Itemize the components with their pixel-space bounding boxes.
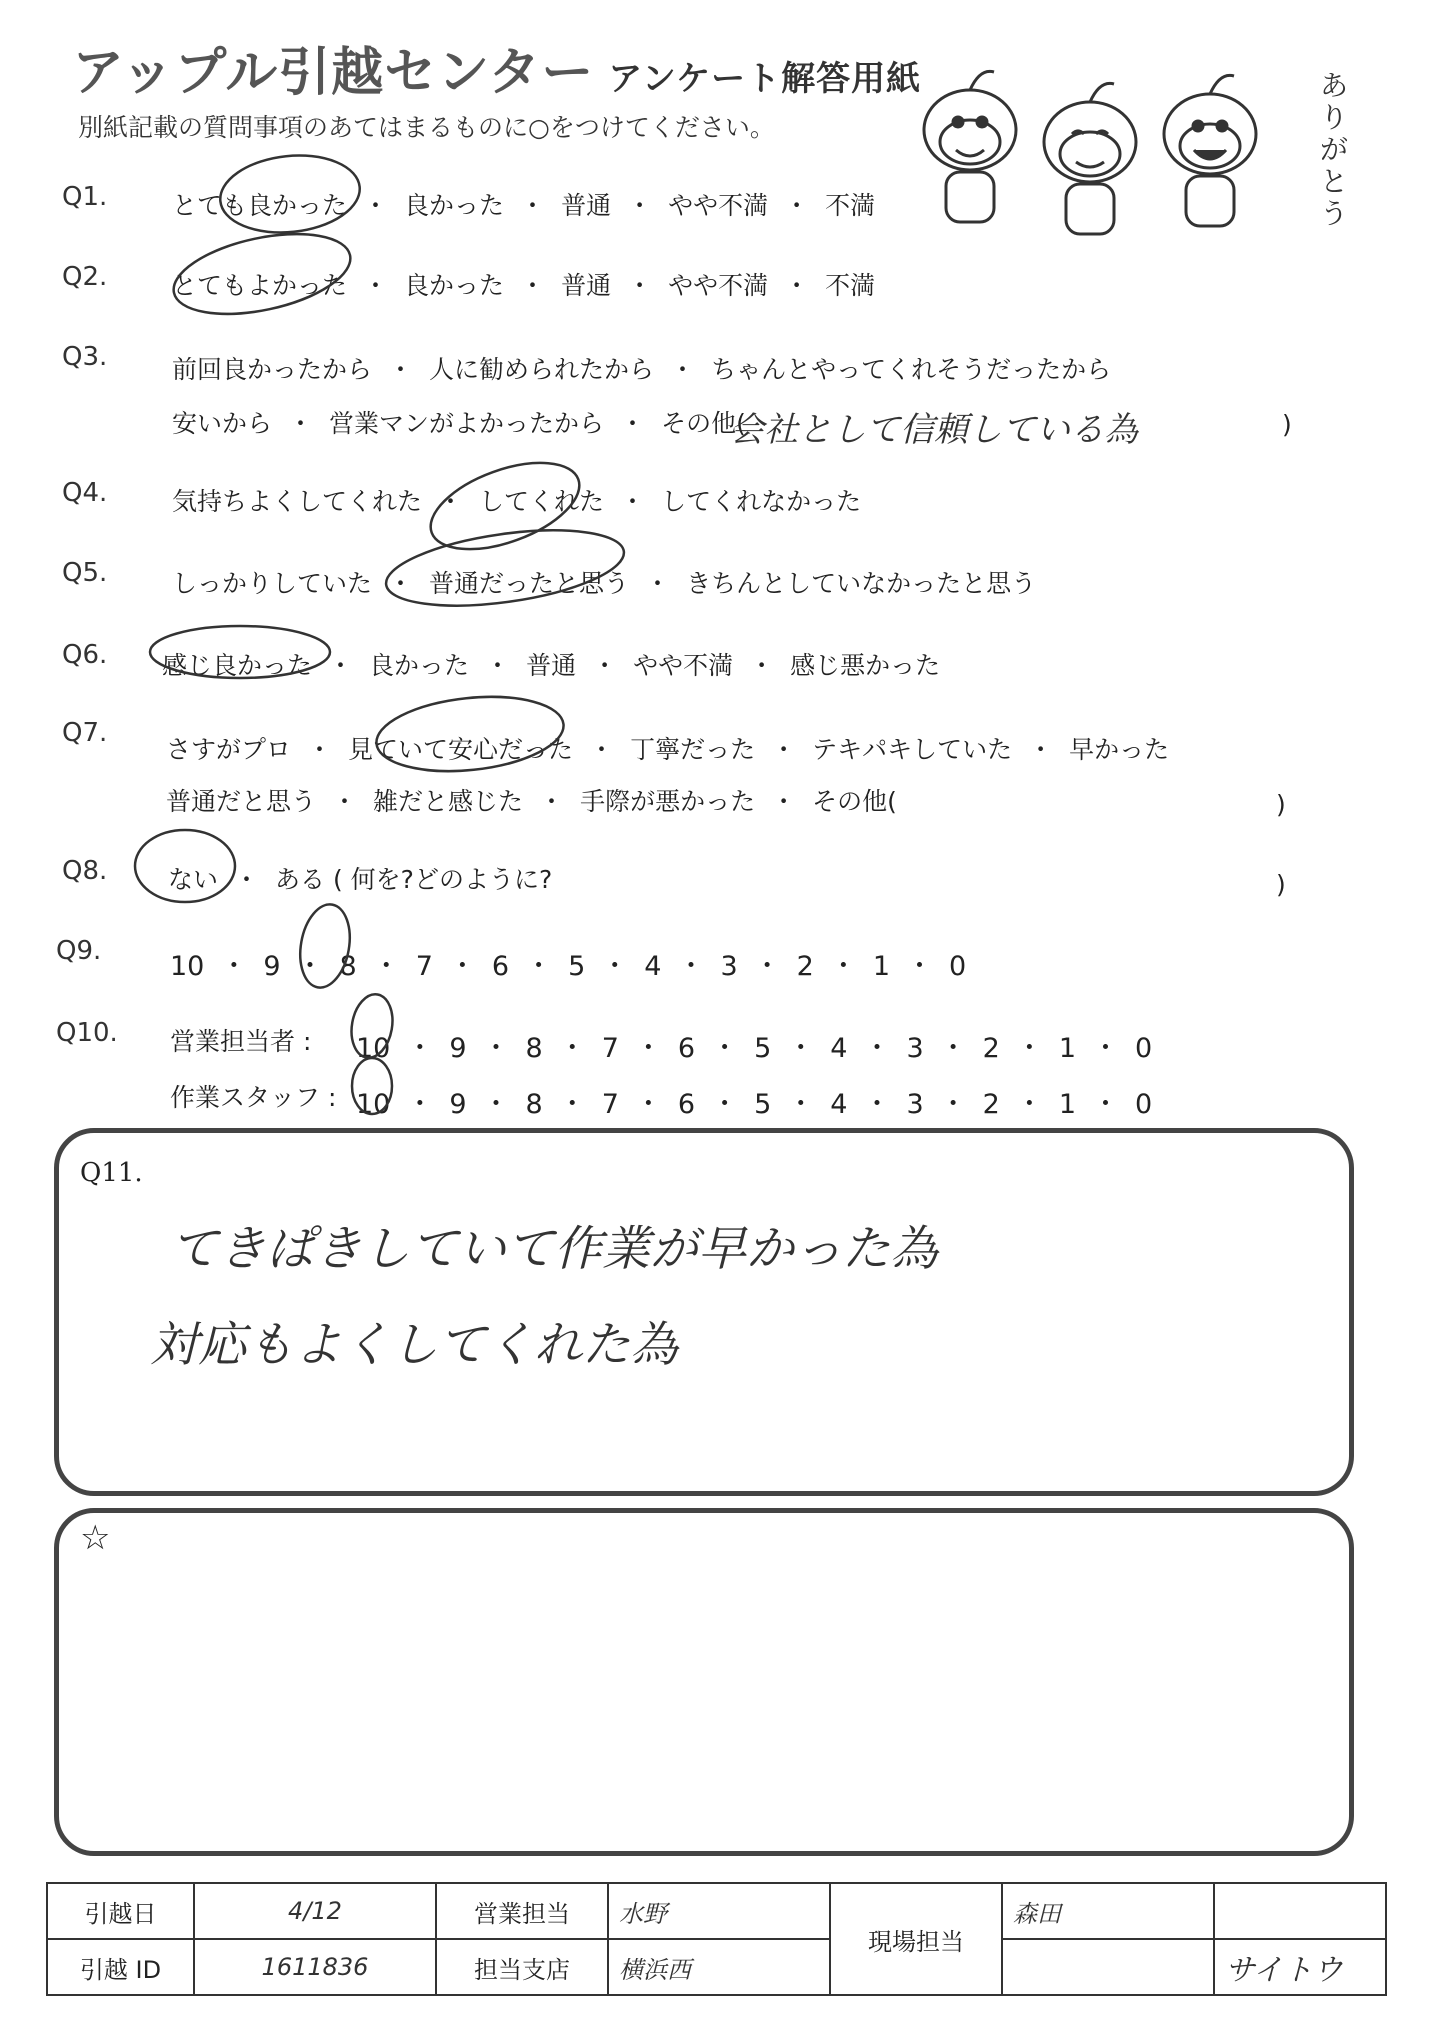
option-separator: ・ <box>539 787 565 816</box>
option-item[interactable]: 2 <box>982 1033 1000 1064</box>
option-item[interactable]: 3 <box>906 1089 924 1120</box>
option-separator: ・ <box>906 951 934 982</box>
option-separator: ・ <box>939 1033 967 1064</box>
option-separator: ・ <box>328 651 354 680</box>
option-separator: ・ <box>1028 735 1054 764</box>
monkey-icon <box>1044 83 1136 234</box>
option-item[interactable]: 良かった <box>369 651 470 680</box>
option-item[interactable]: とてもよかった <box>172 271 348 300</box>
option-item[interactable]: 0 <box>949 951 967 982</box>
option-item[interactable]: ない <box>168 865 219 894</box>
option-separator: ・ <box>220 951 248 982</box>
sales-rep-label: 営業担当 <box>436 1883 608 1939</box>
branch-label: 担当支店 <box>436 1939 608 1995</box>
branch-value: 横浜西 <box>608 1939 830 1995</box>
option-item[interactable]: 普通 <box>561 271 612 300</box>
option-item[interactable]: してくれなかった <box>661 487 862 516</box>
option-item[interactable]: してくれた <box>479 487 605 516</box>
option-separator: ・ <box>525 951 553 982</box>
q4-options <box>172 482 861 518</box>
option-item[interactable]: 不満 <box>825 191 876 220</box>
option-separator: ・ <box>372 951 400 982</box>
option-separator: ・ <box>1092 1033 1120 1064</box>
option-item[interactable]: 5 <box>568 951 586 982</box>
option-separator: ・ <box>645 569 671 598</box>
option-item[interactable]: その他( <box>661 409 746 438</box>
option-separator: ・ <box>634 1089 662 1120</box>
site-rep-label: 現場担当 <box>830 1883 1002 1995</box>
option-separator: ・ <box>482 1089 510 1120</box>
option-separator: ・ <box>627 191 653 220</box>
option-item[interactable]: 7 <box>601 1089 619 1120</box>
option-item[interactable]: とても良かった <box>172 191 348 220</box>
option-item[interactable]: 8 <box>525 1089 543 1120</box>
q10-sales-scale <box>356 1026 1152 1065</box>
option-separator: ・ <box>634 1033 662 1064</box>
q9-label: Q9. <box>56 936 102 966</box>
option-item[interactable]: 気持ちよくしてくれた <box>172 487 423 516</box>
option-item[interactable]: 7 <box>601 1033 619 1064</box>
option-item[interactable]: 5 <box>754 1033 772 1064</box>
option-item[interactable]: 感じ良かった <box>162 651 313 680</box>
option-separator: ・ <box>363 191 389 220</box>
option-separator: ・ <box>863 1033 891 1064</box>
q3-other-handwritten: 会社として信頼している為 <box>730 410 1138 450</box>
option-separator: ・ <box>771 735 797 764</box>
option-separator: ・ <box>753 951 781 982</box>
mascot-illustration <box>890 50 1340 240</box>
option-separator: ・ <box>520 271 546 300</box>
q2-label: Q2. <box>62 262 108 292</box>
move-id-label: 引越 ID <box>47 1939 194 1995</box>
option-item[interactable]: 1 <box>872 951 891 982</box>
option-separator: ・ <box>771 787 797 816</box>
option-item[interactable]: 営業マンがよかったから <box>329 409 605 438</box>
option-item[interactable]: 普通 <box>526 651 577 680</box>
move-date-label: 引越日 <box>47 1883 194 1939</box>
option-separator: ・ <box>787 1033 815 1064</box>
option-item[interactable]: 早かった <box>1069 735 1170 764</box>
q3-options-line1 <box>172 350 1111 386</box>
q7-options-line1 <box>166 730 1169 766</box>
q7-close-paren: ) <box>1276 790 1286 819</box>
q8-label: Q8. <box>62 856 108 886</box>
q6-options <box>162 646 940 682</box>
company-name: アップル引越センター <box>72 43 595 103</box>
q3-label: Q3. <box>62 342 108 372</box>
option-item[interactable]: 6 <box>491 951 510 982</box>
option-item[interactable]: 3 <box>906 1033 924 1064</box>
q3-close-paren: ) <box>1282 410 1292 439</box>
option-item[interactable]: 9 <box>449 1033 467 1064</box>
option-separator: ・ <box>670 355 696 384</box>
option-separator: ・ <box>829 951 857 982</box>
site-rep-value-1: 森田 <box>1002 1883 1214 1939</box>
q11-answer-line1: てきぱきしていて作業が早かった為 <box>170 1221 939 1277</box>
option-separator: ・ <box>438 487 464 516</box>
instruction-text: 別紙記載の質問事項のあてはまるものに○をつけてください。 <box>78 113 775 142</box>
option-separator: ・ <box>288 409 314 438</box>
option-separator: ・ <box>448 951 476 982</box>
option-item[interactable]: その他( <box>812 787 897 816</box>
option-separator: ・ <box>1015 1089 1043 1120</box>
star-comment-box <box>54 1508 1354 1856</box>
monkey-icon <box>924 71 1016 222</box>
option-separator: ・ <box>388 355 414 384</box>
option-separator: ・ <box>558 1033 586 1064</box>
option-separator: ・ <box>589 735 615 764</box>
option-item[interactable]: 10 <box>170 951 205 982</box>
q10-staff-label: 作業スタッフ : <box>170 1083 337 1112</box>
option-item[interactable]: きちんとしていなかったと思う <box>686 569 1037 598</box>
form-title: アンケート解答用紙 <box>608 59 922 99</box>
option-item[interactable]: 良かった <box>404 271 505 300</box>
sales-rep-value: 水野 <box>608 1883 830 1939</box>
option-item[interactable]: 8 <box>339 951 357 982</box>
q1-options <box>172 186 875 222</box>
option-item[interactable]: 4 <box>830 1089 848 1120</box>
option-item[interactable]: 普通だと思う <box>166 787 317 816</box>
option-item[interactable]: 6 <box>677 1089 696 1120</box>
option-item[interactable]: 5 <box>754 1089 772 1120</box>
q10-sales-label: 営業担当者 : <box>170 1027 312 1056</box>
option-item[interactable]: 見ていて安心だった <box>348 735 574 764</box>
option-separator: ・ <box>485 651 511 680</box>
option-item[interactable]: 2 <box>796 951 814 982</box>
star-icon: ☆ <box>80 1518 111 1558</box>
option-item[interactable]: さすがプロ <box>166 735 292 764</box>
company-title <box>72 30 921 105</box>
option-item[interactable]: 8 <box>525 1033 543 1064</box>
q5-options <box>172 564 1036 600</box>
option-separator: ・ <box>1092 1089 1120 1120</box>
option-separator: ・ <box>939 1089 967 1120</box>
option-separator: ・ <box>1015 1033 1043 1064</box>
footer-table <box>46 1882 1387 1996</box>
q6-label: Q6. <box>62 640 108 670</box>
option-item[interactable]: 普通だったと思う <box>429 569 630 598</box>
site-rep-empty-cell <box>1214 1883 1386 1939</box>
option-separator: ・ <box>406 1033 434 1064</box>
option-item[interactable]: 6 <box>677 1033 696 1064</box>
site-rep-empty-cell-2 <box>1002 1939 1214 1995</box>
option-item[interactable]: 7 <box>415 951 433 982</box>
option-item[interactable]: 丁寧だった <box>630 735 756 764</box>
option-item[interactable]: やや不満 <box>668 191 769 220</box>
q11-label: Q11. <box>80 1158 143 1188</box>
option-separator: ・ <box>332 787 358 816</box>
option-separator: ・ <box>711 1033 739 1064</box>
option-item[interactable]: 1 <box>1058 1033 1077 1064</box>
option-separator: ・ <box>558 1089 586 1120</box>
q3-options-line2 <box>172 404 746 440</box>
option-item[interactable]: 9 <box>449 1089 467 1120</box>
option-item[interactable]: 普通 <box>561 191 612 220</box>
option-separator: ・ <box>863 1089 891 1120</box>
option-item[interactable]: ちゃんとやってくれそうだったから <box>711 355 1112 384</box>
option-separator: ・ <box>627 271 653 300</box>
q8-options <box>168 860 552 896</box>
option-item[interactable]: 4 <box>830 1033 848 1064</box>
option-item[interactable]: 0 <box>1135 1033 1153 1064</box>
option-separator: ・ <box>620 487 646 516</box>
option-separator: ・ <box>482 1033 510 1064</box>
q10-label: Q10. <box>56 1018 118 1048</box>
q8-close-paren: ) <box>1276 870 1286 899</box>
option-separator: ・ <box>677 951 705 982</box>
option-item[interactable]: 10 <box>356 1089 391 1120</box>
q11-answer-line2: 対応もよくしてくれた為 <box>150 1317 679 1373</box>
site-rep-value-2: サイトウ <box>1214 1939 1386 1995</box>
q7-options-line2 <box>166 782 897 818</box>
option-item[interactable]: 手際が悪かった <box>580 787 756 816</box>
option-separator: ・ <box>520 191 546 220</box>
option-separator: ・ <box>592 651 618 680</box>
q4-label: Q4. <box>62 478 108 508</box>
option-item[interactable]: 雑だと感じた <box>373 787 524 816</box>
option-item[interactable]: 3 <box>720 951 738 982</box>
q10-staff-scale <box>356 1082 1152 1121</box>
monkey-icon <box>1164 75 1256 226</box>
option-item[interactable]: ある ( 何を?どのように? <box>275 865 553 894</box>
option-separator: ・ <box>296 951 324 982</box>
option-item[interactable]: 10 <box>356 1033 391 1064</box>
option-item[interactable]: テキパキしていた <box>812 735 1013 764</box>
option-separator: ・ <box>711 1089 739 1120</box>
q5-label: Q5. <box>62 558 108 588</box>
option-separator: ・ <box>601 951 629 982</box>
option-item[interactable]: 良かった <box>404 191 505 220</box>
option-separator: ・ <box>363 271 389 300</box>
option-item[interactable]: 安いから <box>172 409 273 438</box>
option-separator: ・ <box>307 735 333 764</box>
option-item[interactable]: 感じ悪かった <box>790 651 941 680</box>
move-date-value: 4/12 <box>194 1883 436 1939</box>
q9-scale <box>170 944 966 983</box>
option-item[interactable]: 人に勧められたから <box>429 355 655 384</box>
option-item[interactable]: 1 <box>1058 1089 1077 1120</box>
option-item[interactable]: 4 <box>644 951 662 982</box>
option-item[interactable]: 不満 <box>825 271 876 300</box>
move-id-value: 1611836 <box>194 1939 436 1995</box>
option-item[interactable]: 9 <box>263 951 281 982</box>
option-separator: ・ <box>784 191 810 220</box>
option-separator: ・ <box>620 409 646 438</box>
mascot-caption: ありがとう <box>1320 69 1349 230</box>
q1-label: Q1. <box>62 182 108 212</box>
option-separator: ・ <box>406 1089 434 1120</box>
option-item[interactable]: しっかりしていた <box>172 569 373 598</box>
option-item[interactable]: やや不満 <box>668 271 769 300</box>
option-separator: ・ <box>787 1089 815 1120</box>
option-separator: ・ <box>784 271 810 300</box>
option-item[interactable]: 前回良かったから <box>172 355 373 384</box>
option-separator: ・ <box>234 865 260 894</box>
q7-label: Q7. <box>62 718 108 748</box>
option-separator: ・ <box>388 569 414 598</box>
option-item[interactable]: やや不満 <box>633 651 734 680</box>
option-separator: ・ <box>749 651 775 680</box>
option-item[interactable]: 0 <box>1135 1089 1153 1120</box>
q2-options <box>172 266 875 302</box>
option-item[interactable]: 2 <box>982 1089 1000 1120</box>
